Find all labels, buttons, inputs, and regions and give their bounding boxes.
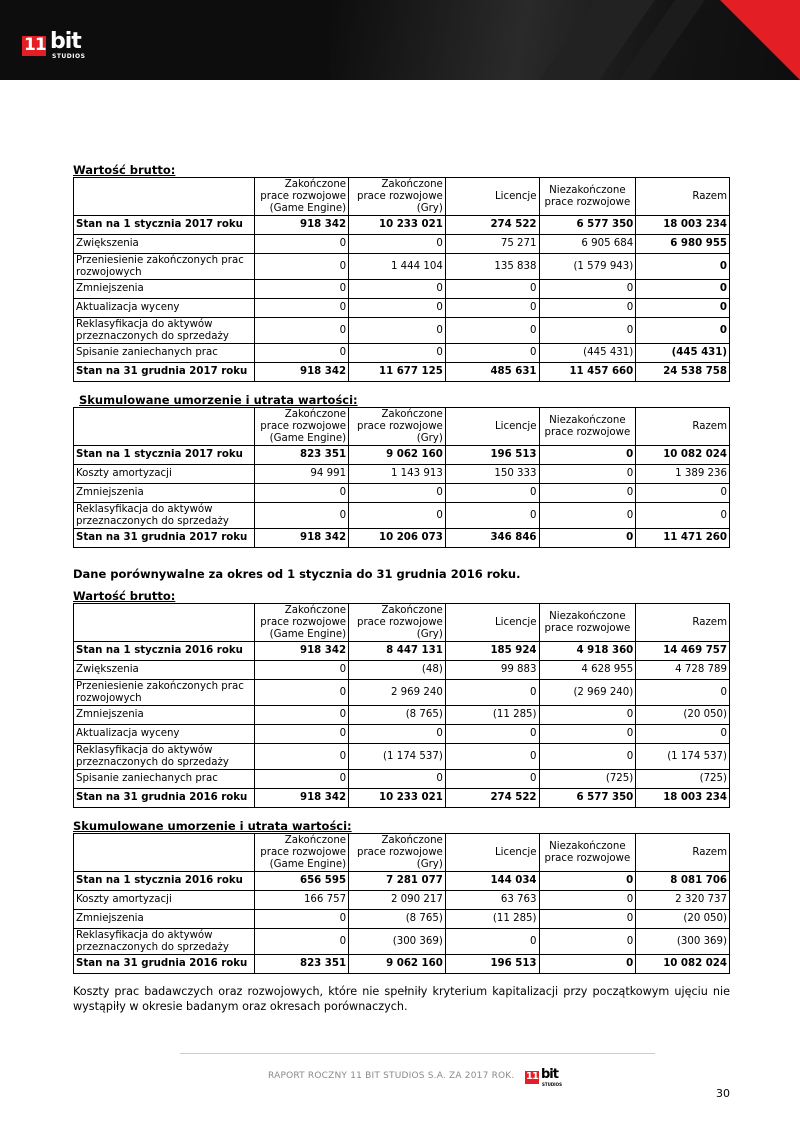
value-cell: 10 206 073	[349, 529, 446, 548]
value-cell: 18 003 234	[636, 789, 730, 808]
value-cell: 346 846	[445, 529, 539, 548]
value-cell: (20 050)	[636, 706, 730, 725]
value-cell: 4 918 360	[539, 642, 636, 661]
value-cell: 0	[255, 770, 349, 789]
row-label: Stan na 1 stycznia 2016 roku	[74, 642, 255, 661]
value-cell: 0	[539, 910, 636, 929]
value-cell: (445 431)	[636, 344, 730, 363]
value-cell: 0	[539, 725, 636, 744]
value-cell: 0	[445, 929, 539, 955]
value-cell: 9 062 160	[349, 955, 446, 974]
table-row	[74, 529, 730, 548]
value-cell: 0	[349, 484, 446, 503]
value-cell: 1 143 913	[349, 465, 446, 484]
value-cell: 0	[539, 280, 636, 299]
value-cell: 10 233 021	[349, 216, 446, 235]
table-row	[74, 661, 730, 680]
table-amortization-2017	[73, 407, 730, 548]
table-row	[74, 216, 730, 235]
table-row	[74, 318, 730, 344]
value-cell: 10 082 024	[636, 446, 730, 465]
table-amortization-2016	[73, 833, 730, 974]
value-cell: (300 369)	[636, 929, 730, 955]
column-header: Razem	[636, 834, 730, 872]
section-title-gross-value-2017: Wartość brutto:	[73, 163, 176, 177]
row-label: Stan na 31 grudnia 2017 roku	[74, 363, 255, 382]
row-label: Koszty amortyzacji	[74, 891, 255, 910]
value-cell: 0	[636, 725, 730, 744]
value-cell: 150 333	[445, 465, 539, 484]
value-cell: 196 513	[445, 955, 539, 974]
value-cell: 24 538 758	[636, 363, 730, 382]
value-cell: 0	[349, 235, 446, 254]
table-row	[74, 789, 730, 808]
value-cell: 0	[539, 955, 636, 974]
row-label: Zwiększenia	[74, 235, 255, 254]
column-header: Zakończone prace rozwojowe (Game Engine)	[255, 604, 349, 642]
table-row	[74, 446, 730, 465]
value-cell: 10 233 021	[349, 789, 446, 808]
value-cell: 0	[255, 484, 349, 503]
value-cell: 0	[445, 744, 539, 770]
value-cell: 94 991	[255, 465, 349, 484]
value-cell: 0	[636, 484, 730, 503]
value-cell: 918 342	[255, 529, 349, 548]
row-label: Stan na 31 grudnia 2016 roku	[74, 789, 255, 808]
value-cell: 63 763	[445, 891, 539, 910]
value-cell: (48)	[349, 661, 446, 680]
value-cell: 0	[636, 280, 730, 299]
value-cell: 6 577 350	[539, 789, 636, 808]
column-header: Licencje	[445, 178, 539, 216]
row-label: Stan na 1 stycznia 2016 roku	[74, 872, 255, 891]
row-label: Aktualizacja wyceny	[74, 725, 255, 744]
table-row	[74, 929, 730, 955]
table-row	[74, 363, 730, 382]
row-label: Zmniejszenia	[74, 280, 255, 299]
value-cell: 144 034	[445, 872, 539, 891]
value-cell: 0	[255, 280, 349, 299]
value-cell: 6 980 955	[636, 235, 730, 254]
table-row	[74, 642, 730, 661]
row-label: Stan na 1 stycznia 2017 roku	[74, 216, 255, 235]
value-cell: 166 757	[255, 891, 349, 910]
page-header-banner: 11 bit STUDIOS	[0, 0, 800, 80]
row-label: Reklasyfikacja do aktywów przeznaczonych do sprzedaży	[74, 503, 255, 529]
table-row	[74, 299, 730, 318]
value-cell: 11 457 660	[539, 363, 636, 382]
table-row	[74, 872, 730, 891]
table-gross-value-2016	[73, 603, 730, 808]
value-cell: 0	[255, 299, 349, 318]
header-blank	[74, 834, 255, 872]
column-header: Licencje	[445, 834, 539, 872]
column-header: Niezakończone prace rozwojowe	[539, 604, 636, 642]
header-blank	[74, 604, 255, 642]
value-cell: 75 271	[445, 235, 539, 254]
value-cell: (11 285)	[445, 910, 539, 929]
row-label: Aktualizacja wyceny	[74, 299, 255, 318]
column-header: Zakończone prace rozwojowe (Game Engine)	[255, 178, 349, 216]
table-row	[74, 503, 730, 529]
value-cell: 1 444 104	[349, 254, 446, 280]
table-row	[74, 344, 730, 363]
value-cell: 0	[539, 872, 636, 891]
value-cell: 0	[255, 318, 349, 344]
table-header-row	[74, 408, 730, 446]
table-row	[74, 280, 730, 299]
row-label: Spisanie zaniechanych prac	[74, 344, 255, 363]
value-cell: 0	[539, 465, 636, 484]
value-cell: 0	[255, 503, 349, 529]
row-label: Reklasyfikacja do aktywów przeznaczonych do sprzedaży	[74, 929, 255, 955]
value-cell: 7 281 077	[349, 872, 446, 891]
value-cell: (11 285)	[445, 706, 539, 725]
column-header: Licencje	[445, 408, 539, 446]
value-cell: 0	[539, 318, 636, 344]
row-label: Przeniesienie zakończonych prac rozwojowych	[74, 254, 255, 280]
value-cell: 918 342	[255, 363, 349, 382]
column-header: Zakończone prace rozwojowe (Gry)	[349, 604, 446, 642]
row-label: Zwiększenia	[74, 661, 255, 680]
value-cell: (445 431)	[539, 344, 636, 363]
value-cell: 823 351	[255, 446, 349, 465]
value-cell: 918 342	[255, 216, 349, 235]
value-cell: (725)	[539, 770, 636, 789]
column-header: Zakończone prace rozwojowe (Gry)	[349, 178, 446, 216]
value-cell: 0	[539, 503, 636, 529]
value-cell: 0	[349, 770, 446, 789]
section-title-amortization-2016: Skumulowane umorzenie i utrata wartości:	[73, 819, 352, 833]
row-label: Przeniesienie zakończonych prac rozwojowych	[74, 680, 255, 706]
table-row	[74, 955, 730, 974]
column-header: Niezakończone prace rozwojowe	[539, 834, 636, 872]
header-blank	[74, 408, 255, 446]
table-row	[74, 680, 730, 706]
column-header: Licencje	[445, 604, 539, 642]
value-cell: 2 320 737	[636, 891, 730, 910]
value-cell: 2 969 240	[349, 680, 446, 706]
row-label: Stan na 1 stycznia 2017 roku	[74, 446, 255, 465]
column-header: Razem	[636, 604, 730, 642]
value-cell: (725)	[636, 770, 730, 789]
value-cell: 10 082 024	[636, 955, 730, 974]
value-cell: 0	[445, 318, 539, 344]
value-cell: 8 081 706	[636, 872, 730, 891]
row-label: Zmniejszenia	[74, 706, 255, 725]
column-header: Zakończone prace rozwojowe (Gry)	[349, 834, 446, 872]
table-row	[74, 744, 730, 770]
table-header-row	[74, 604, 730, 642]
column-header: Zakończone prace rozwojowe (Gry)	[349, 408, 446, 446]
value-cell: 0	[255, 744, 349, 770]
value-cell: 14 469 757	[636, 642, 730, 661]
value-cell: 18 003 234	[636, 216, 730, 235]
column-header: Zakończone prace rozwojowe (Game Engine)	[255, 834, 349, 872]
value-cell: 0	[445, 725, 539, 744]
value-cell: 0	[255, 706, 349, 725]
row-label: Reklasyfikacja do aktywów przeznaczonych do sprzedaży	[74, 318, 255, 344]
page-number: 30	[716, 1087, 730, 1100]
value-cell: (8 765)	[349, 910, 446, 929]
value-cell: 0	[445, 280, 539, 299]
value-cell: 274 522	[445, 789, 539, 808]
table-row	[74, 706, 730, 725]
row-label: Spisanie zaniechanych prac	[74, 770, 255, 789]
value-cell: 185 924	[445, 642, 539, 661]
value-cell: 0	[349, 299, 446, 318]
value-cell: 274 522	[445, 216, 539, 235]
row-label: Zmniejszenia	[74, 910, 255, 929]
value-cell: 0	[539, 299, 636, 318]
table-row	[74, 910, 730, 929]
value-cell: (1 579 943)	[539, 254, 636, 280]
table-row	[74, 465, 730, 484]
table-row	[74, 254, 730, 280]
value-cell: (1 174 537)	[349, 744, 446, 770]
value-cell: 0	[539, 744, 636, 770]
value-cell: 0	[445, 484, 539, 503]
value-cell: 8 447 131	[349, 642, 446, 661]
table-row	[74, 891, 730, 910]
value-cell: 823 351	[255, 955, 349, 974]
value-cell: 0	[255, 680, 349, 706]
value-cell: (300 369)	[349, 929, 446, 955]
value-cell: 918 342	[255, 642, 349, 661]
value-cell: 0	[636, 680, 730, 706]
comparative-data-title: Dane porównywalne za okres od 1 stycznia do 31 grudnia 2016 roku.	[73, 567, 521, 581]
column-header: Razem	[636, 178, 730, 216]
value-cell: 0	[539, 446, 636, 465]
value-cell: (20 050)	[636, 910, 730, 929]
value-cell: 0	[445, 344, 539, 363]
value-cell: 0	[445, 299, 539, 318]
value-cell: 0	[349, 280, 446, 299]
value-cell: 0	[349, 318, 446, 344]
red-corner-decoration	[720, 0, 800, 80]
value-cell: 4 728 789	[636, 661, 730, 680]
row-label: Stan na 31 grudnia 2017 roku	[74, 529, 255, 548]
column-header: Niezakończone prace rozwojowe	[539, 408, 636, 446]
row-label: Stan na 31 grudnia 2016 roku	[74, 955, 255, 974]
value-cell: 656 595	[255, 872, 349, 891]
value-cell: 0	[255, 344, 349, 363]
value-cell: 0	[255, 929, 349, 955]
column-header: Zakończone prace rozwojowe (Game Engine)	[255, 408, 349, 446]
table-row	[74, 770, 730, 789]
footer-report-title: RAPORT ROCZNY 11 BIT STUDIOS S.A. ZA 2017 ROK.	[268, 1071, 515, 1081]
value-cell: 0	[255, 254, 349, 280]
value-cell: 9 062 160	[349, 446, 446, 465]
footer-logo: 11 bit STUDIOS	[526, 1067, 562, 1087]
value-cell: 0	[636, 254, 730, 280]
value-cell: 0	[539, 484, 636, 503]
value-cell: 0	[445, 503, 539, 529]
value-cell: 0	[636, 299, 730, 318]
column-header: Razem	[636, 408, 730, 446]
value-cell: 4 628 955	[539, 661, 636, 680]
table-header-row	[74, 834, 730, 872]
value-cell: 135 838	[445, 254, 539, 280]
value-cell: 2 090 217	[349, 891, 446, 910]
value-cell: 11 471 260	[636, 529, 730, 548]
value-cell: 0	[445, 770, 539, 789]
value-cell: 6 577 350	[539, 216, 636, 235]
value-cell: 1 389 236	[636, 465, 730, 484]
row-label: Reklasyfikacja do aktywów przeznaczonych do sprzedaży	[74, 744, 255, 770]
value-cell: 0	[539, 529, 636, 548]
value-cell: 0	[445, 680, 539, 706]
section-title-amortization-2017: Skumulowane umorzenie i utrata wartości:	[79, 393, 358, 407]
column-header: Niezakończone prace rozwojowe	[539, 178, 636, 216]
table-gross-value-2017	[73, 177, 730, 382]
footer-divider	[180, 1053, 655, 1054]
value-cell: 0	[539, 929, 636, 955]
header-blank	[74, 178, 255, 216]
value-cell: 196 513	[445, 446, 539, 465]
row-label: Zmniejszenia	[74, 484, 255, 503]
value-cell: 0	[349, 725, 446, 744]
value-cell: (2 969 240)	[539, 680, 636, 706]
table-row	[74, 725, 730, 744]
row-label: Koszty amortyzacji	[74, 465, 255, 484]
research-costs-note: Koszty prac badawczych oraz rozwojowych, które nie spełniły kryterium kapitalizacji przy początkowym ujęciu nie wystąpiły w okresie badanym oraz okresach porównaczych.	[73, 985, 730, 1013]
value-cell: 0	[636, 503, 730, 529]
value-cell: 485 631	[445, 363, 539, 382]
value-cell: (8 765)	[349, 706, 446, 725]
value-cell: 99 883	[445, 661, 539, 680]
value-cell: 6 905 684	[539, 235, 636, 254]
value-cell: 0	[255, 235, 349, 254]
value-cell: (1 174 537)	[636, 744, 730, 770]
value-cell: 0	[636, 318, 730, 344]
value-cell: 0	[349, 344, 446, 363]
value-cell: 0	[255, 725, 349, 744]
value-cell: 918 342	[255, 789, 349, 808]
section-title-gross-value-2016: Wartość brutto:	[73, 589, 176, 603]
table-row	[74, 484, 730, 503]
value-cell: 0	[255, 661, 349, 680]
value-cell: 0	[255, 910, 349, 929]
value-cell: 0	[349, 503, 446, 529]
table-row	[74, 235, 730, 254]
value-cell: 0	[539, 706, 636, 725]
value-cell: 0	[539, 891, 636, 910]
value-cell: 11 677 125	[349, 363, 446, 382]
table-header-row	[74, 178, 730, 216]
